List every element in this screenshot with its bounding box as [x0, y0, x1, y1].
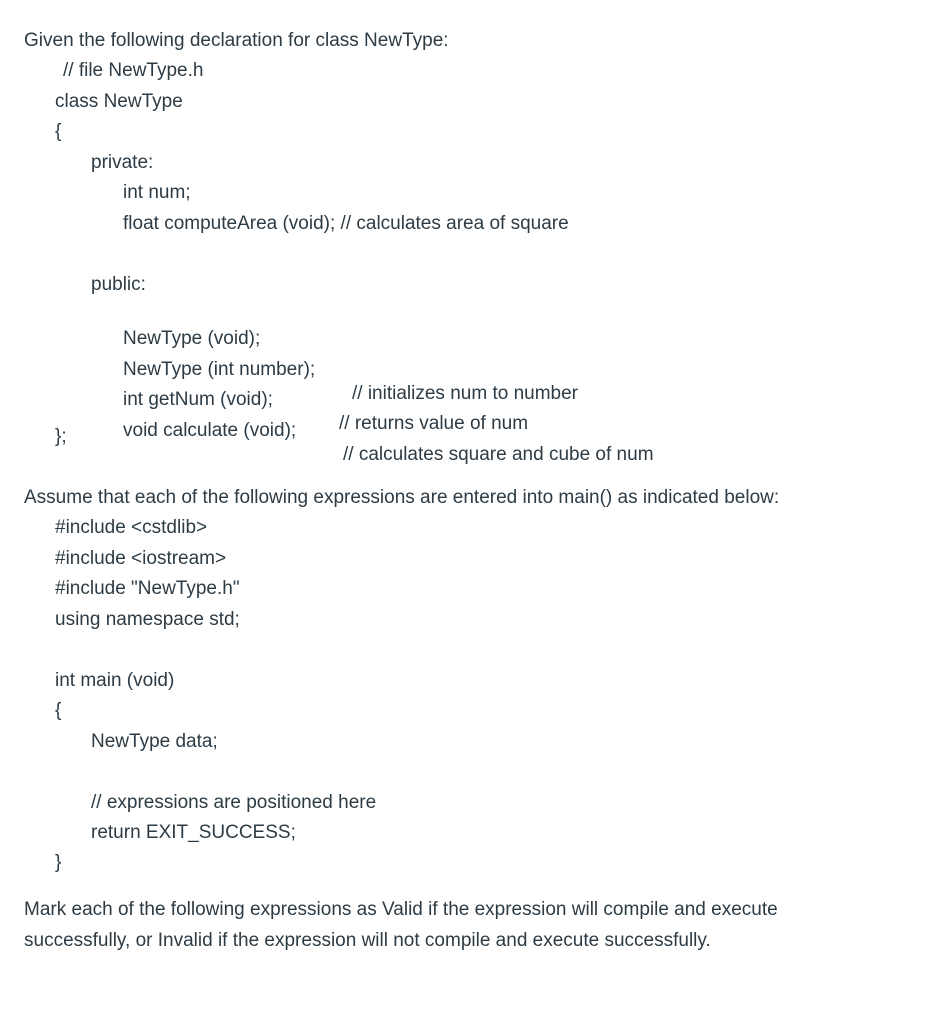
class-header: class NewType: [55, 91, 183, 112]
member-comment: // calculates square and cube of num: [343, 444, 654, 465]
main-open-brace: {: [55, 700, 62, 721]
public-label: public:: [91, 274, 146, 295]
private-label: private:: [91, 152, 154, 173]
include-line: #include <cstdlib>: [55, 517, 208, 538]
member-declaration: void calculate (void);: [123, 420, 297, 441]
instructions-line-1: Mark each of the following expressions as Valid if the expression will compile and execute: [24, 899, 778, 920]
include-line: #include <iostream>: [55, 548, 227, 569]
main-header: int main (void): [55, 670, 175, 691]
file-comment: // file NewType.h: [63, 60, 204, 81]
assume-text: Assume that each of the following expressions are entered into main() as indicated below:: [24, 487, 780, 508]
include-line: #include "NewType.h": [55, 578, 240, 599]
main-close-brace: }: [55, 852, 62, 873]
member-declaration: NewType (void);: [123, 328, 261, 349]
return-statement: return EXIT_SUCCESS;: [91, 822, 296, 843]
member-declaration: int getNum (void);: [123, 389, 273, 410]
instructions-line-2: successfully, or Invalid if the expression will not compile and execute successfully.: [24, 930, 711, 951]
public-member: [123, 303, 261, 349]
using-line: using namespace std;: [55, 609, 240, 630]
expressions-comment: // expressions are positioned here: [91, 792, 377, 813]
member-comment: // returns value of num: [339, 413, 529, 434]
member-declaration: NewType (int number);: [123, 359, 316, 380]
data-declaration: NewType data;: [91, 731, 218, 752]
class-open-brace: {: [55, 121, 62, 142]
member-comment: // initializes num to number: [352, 383, 578, 404]
private-member: int num;: [123, 182, 191, 203]
class-close: };: [55, 426, 67, 447]
intro-text: Given the following declaration for class NewType:: [24, 30, 449, 51]
private-member: float computeArea (void); // calculates area of square: [123, 213, 569, 234]
